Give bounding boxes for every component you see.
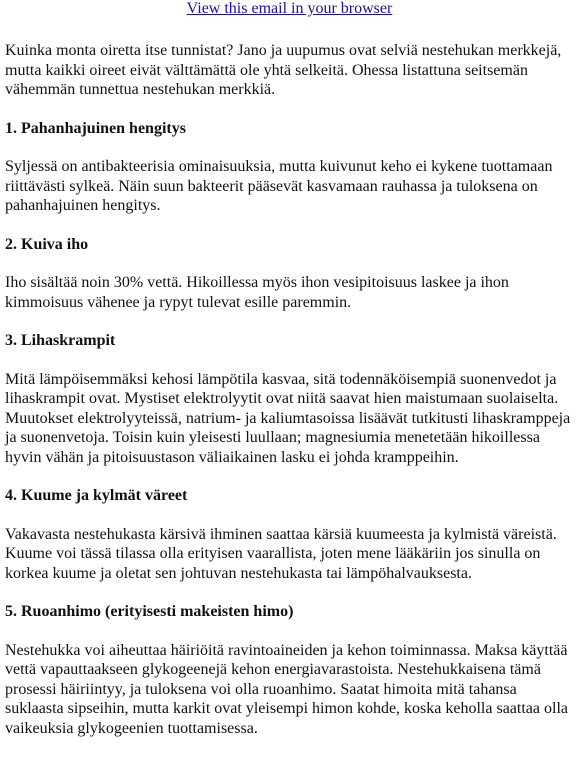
section-fever-chills <box>5 486 574 583</box>
view-in-browser-link[interactable]: View this email in your browser <box>186 0 393 17</box>
section-food-cravings <box>5 602 574 738</box>
section-body: Syljessä on antibakteerisia ominaisuuksia, mutta kuivunut keho ei kykene tuottamaan riittävästi sylkeä. Näin suun bakteerit pääsevät kasvamaan rauhassa ja tuloksena on pahanhajuinen hengitys. <box>5 158 553 214</box>
section-body: Nestehukka voi aiheuttaa häiriöitä ravintoaineiden ja kehon toiminnassa. Maksa käyttää vettä vapauttaakseen glykogeenejä kehon energiavarastoista. Nestehukkaisena tämä prosessi häiriintyy, ja tuloksena voi olla ruoanhimo. Saatat himoita mitä tahansa suklaasta sipseihin, mutta karkit ovat yleisempi himon kohde, koska keholla saattaa olla vaikeuksia glykogeenien tuottamisessa. <box>5 641 568 737</box>
section-heading: 5. Ruoanhimo (erityisesti makeisten himo) <box>5 603 294 620</box>
section-heading: 4. Kuume ja kylmät väreet <box>5 487 188 504</box>
section-heading: 2. Kuiva iho <box>5 235 89 253</box>
section-dry-skin <box>5 235 574 313</box>
section-heading: 1. Pahanhajuinen hengitys <box>5 119 186 137</box>
intro-paragraph: Kuinka monta oiretta itse tunnistat? Jano ja uupumus ovat selviä nestehukan merkkejä, mutta kaikki oireet eivät välttämättä ole yhtä selkeitä. Ohessa listattuna seitsemän vähemmän tunnettua nestehukan merkkiä. <box>5 42 562 98</box>
section-body: Iho sisältää noin 30% vettä. Hikoillessa myös ihon vesipitoisuus laskee ja ihon kimmoisuus vähenee ja rypyt tulevat esille paremmin. <box>5 274 509 311</box>
section-muscle-cramps <box>5 331 574 467</box>
section-heading: 3. Lihaskrampit <box>5 332 116 349</box>
section-body: Vakavasta nestehukasta kärsivä ihminen saattaa kärsiä kuumeesta ja kylmistä väreistä. Kuume voi tässä tilassa olla erityisen vaarallista, joten mene lääkäriin jos sinulla on korkea kuume ja oletat sen johtuvan nestehukasta tai lämpöhalvauksesta. <box>5 525 557 582</box>
section-body: Mitä lämpöisemmäksi kehosi lämpötila kasvaa, sitä todennäköisempiä suonenvedot ja lihaskrampit ovat. Mystiset elektrolyytit ovat niitä saavat hien maistumaan suolaiselta. Muutokset elektrolyyteissä, natrium- ja kaliumtasoissa lisäävät tutkitusti lihaskramppeja ja suonenvetoja. Toisin kuin yleisesti luullaan; magnesiumia menetetään hikoillessa hyvin vähän ja pitoisuustason väliaikainen lasku ei johda kramppeihin. <box>5 370 571 466</box>
section-bad-breath <box>5 119 574 216</box>
email-header <box>5 0 574 22</box>
